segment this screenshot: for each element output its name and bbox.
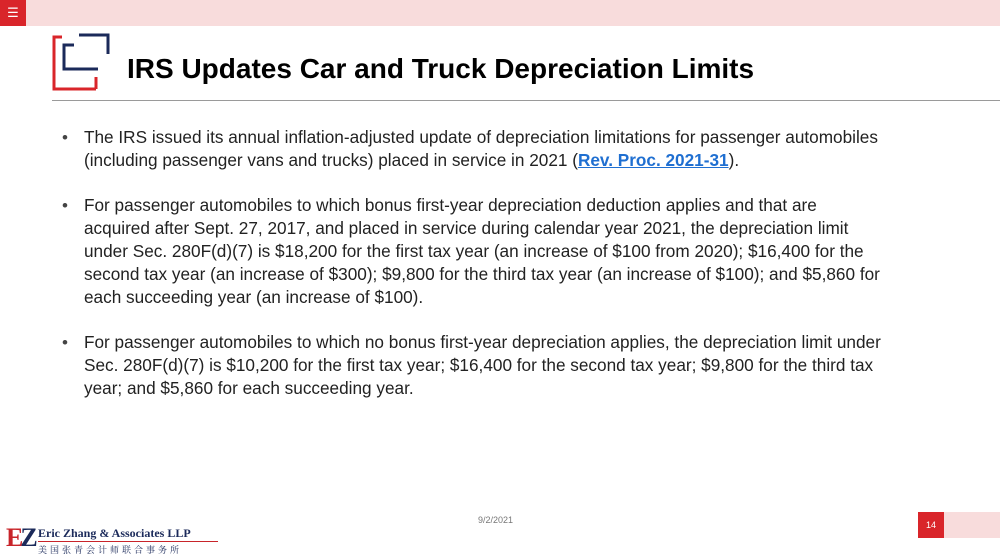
title-divider <box>52 100 1000 101</box>
hamburger-menu-button[interactable] <box>0 0 26 26</box>
bullet-text: The IRS issued its annual inflation-adjusted update of depreciation limitations for passenger automobiles (including passenger vans and trucks) placed in service in 2021 ( <box>84 127 878 170</box>
bullet-item <box>56 331 886 400</box>
bullet-text: For passenger automobiles to which no bonus first-year depreciation applies, the depreciation limit under Sec. 280F(d)(7) is $10,200 for the first tax year; $16,400 for the second tax year; $9,800 for the third tax year; and $5,860 for each succeeding year. <box>84 332 881 398</box>
slide-title: IRS Updates Car and Truck Depreciation Limits <box>127 53 755 84</box>
footer-date: 9/2/2021 <box>478 515 514 525</box>
logo-z: Z <box>20 523 35 552</box>
bullet-dot-icon: • <box>62 128 68 147</box>
bullet-text-end: ). <box>728 150 740 170</box>
bullet-text: For passenger automobiles to which bonus first-year depreciation deduction applies and that are acquired after Sept. 27, 2017, and placed in service during calendar year 2021, the depreciation limit under Sec. 280F(d)(7) is $18,200 for the first tax year (an increase of $100 from 2020); $16,400 for the second tax year (an increase of $300); $9,800 for the third tax year (an increase of $100); and $5,860 for each succeeding year (an increase of $100). <box>84 195 880 307</box>
firm-name: Eric Zhang & Associates LLP <box>38 526 191 540</box>
page-number: 14 <box>918 512 944 538</box>
bullet-item <box>56 126 886 172</box>
rev-proc-link[interactable]: Rev. Proc. 2021-31 <box>577 150 729 170</box>
bracket-logo-icon <box>52 33 110 91</box>
top-band <box>0 0 1000 26</box>
hamburger-menu-icon: ☰ <box>7 5 19 21</box>
bullet-dot-icon: • <box>62 196 68 215</box>
firm-logo <box>6 523 226 557</box>
bullet-dot-icon: • <box>62 333 68 352</box>
logo-e: E <box>6 523 21 552</box>
firm-initials-logo <box>6 523 35 553</box>
firm-name-divider <box>38 541 218 542</box>
bullet-list <box>56 126 886 422</box>
firm-name-chinese: 美国张青会计师联合事务所 <box>38 546 183 556</box>
bullet-item <box>56 194 886 309</box>
page-band <box>944 512 1000 538</box>
